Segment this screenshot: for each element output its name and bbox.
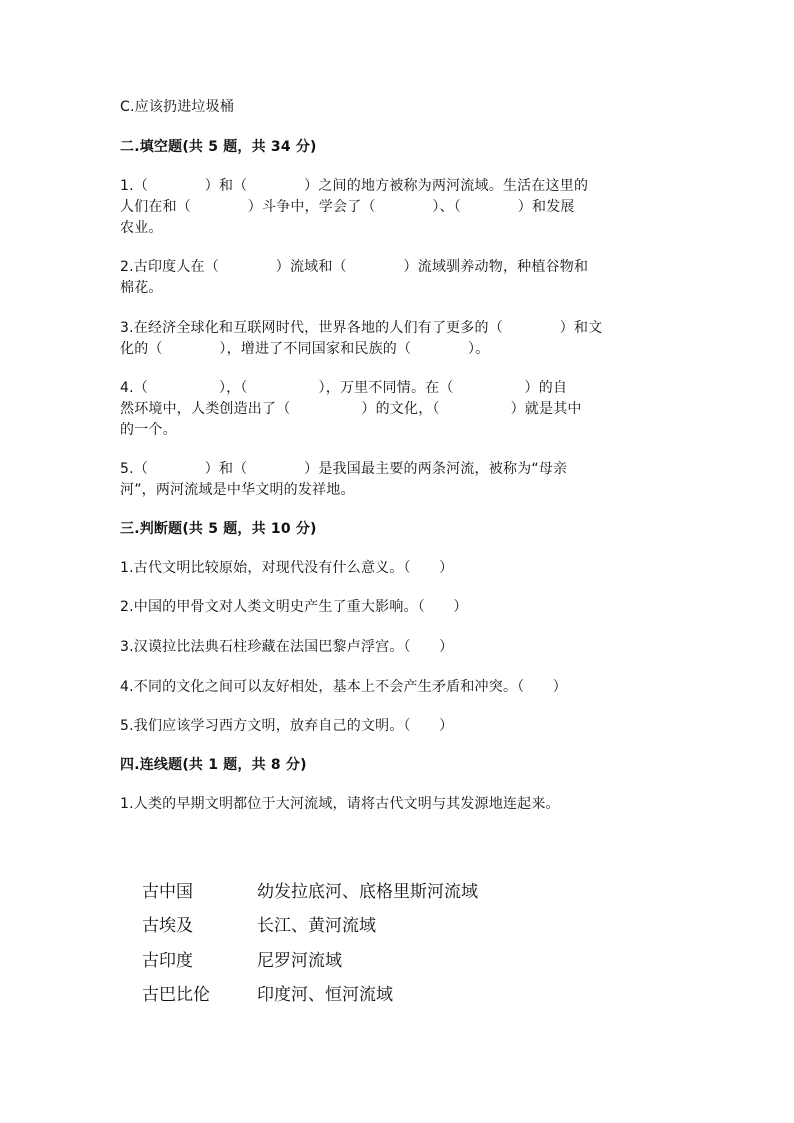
fill-q4-line3: 的一个。 <box>120 422 177 438</box>
fill-q3-line2: 化的（ ），增进了不同国家和民族的（ ）。 <box>120 341 490 357</box>
fill-q1-line3: 农业。 <box>120 220 163 236</box>
origin-nile: 尼罗河流域 <box>257 951 342 971</box>
fill-section-heading: 二.填空题(共 5 题，共 34 分) <box>120 139 317 155</box>
civilization-china: 古中国 <box>142 882 193 902</box>
judge-item-1: 1.古代文明比较原始，对现代没有什么意义。（ ） <box>120 560 454 576</box>
fill-q3-line1: 3.在经济全球化和互联网时代，世界各地的人们有了更多的（ ）和文 <box>120 320 603 336</box>
judge-section-heading: 三.判断题(共 5 题，共 10 分) <box>120 521 317 537</box>
fill-q4-line1: 4.（ ），（ ），万里不同情。在（ ）的自 <box>120 380 568 396</box>
fill-q2-line1: 2.古印度人在（ ）流域和（ ）流域驯养动物，种植谷物和 <box>120 259 589 275</box>
fill-q1-line1: 1.（ ）和（ ）之间的地方被称为两河流域。生活在这里的 <box>120 178 589 194</box>
judge-item-2: 2.中国的甲骨文对人类文明史产生了重大影响。（ ） <box>120 599 468 615</box>
judge-item-5: 5.我们应该学习西方文明，放弃自己的文明。（ ） <box>120 718 454 734</box>
fill-q4-line2: 然环境中，人类创造出了（ ）的文化，（ ）就是其中 <box>120 401 582 417</box>
match-question: 1.人类的早期文明都位于大河流域，请将古代文明与其发源地连起来。 <box>120 796 560 812</box>
origin-indus-ganges: 印度河、恒河流域 <box>257 985 393 1005</box>
match-section-heading: 四.连线题(共 1 题，共 8 分) <box>120 757 307 773</box>
fill-q1-line2: 人们在和（ ）斗争中，学会了（ ）、（ ）和发展 <box>120 199 575 215</box>
civilization-india: 古印度 <box>142 951 193 971</box>
option-c-text: C.应该扔进垃圾桶 <box>120 99 235 115</box>
fill-q5-line2: 河”，两河流域是中华文明的发祥地。 <box>120 482 355 498</box>
judge-item-4: 4.不同的文化之间可以友好相处，基本上不会产生矛盾和冲突。（ ） <box>120 679 567 695</box>
civilization-babylon: 古巴比伦 <box>142 985 210 1005</box>
fill-q2-line2: 棉花。 <box>120 280 163 296</box>
origin-yangtze-yellow: 长江、黄河流域 <box>257 916 376 936</box>
fill-q5-line1: 5.（ ）和（ ）是我国最主要的两条河流，被称为“母亲 <box>120 461 568 477</box>
origin-euphrates-tigris: 幼发拉底河、底格里斯河流域 <box>257 882 478 902</box>
civilization-egypt: 古埃及 <box>142 916 193 936</box>
judge-item-3: 3.汉谟拉比法典石柱珍藏在法国巴黎卢浮宫。（ ） <box>120 639 454 655</box>
